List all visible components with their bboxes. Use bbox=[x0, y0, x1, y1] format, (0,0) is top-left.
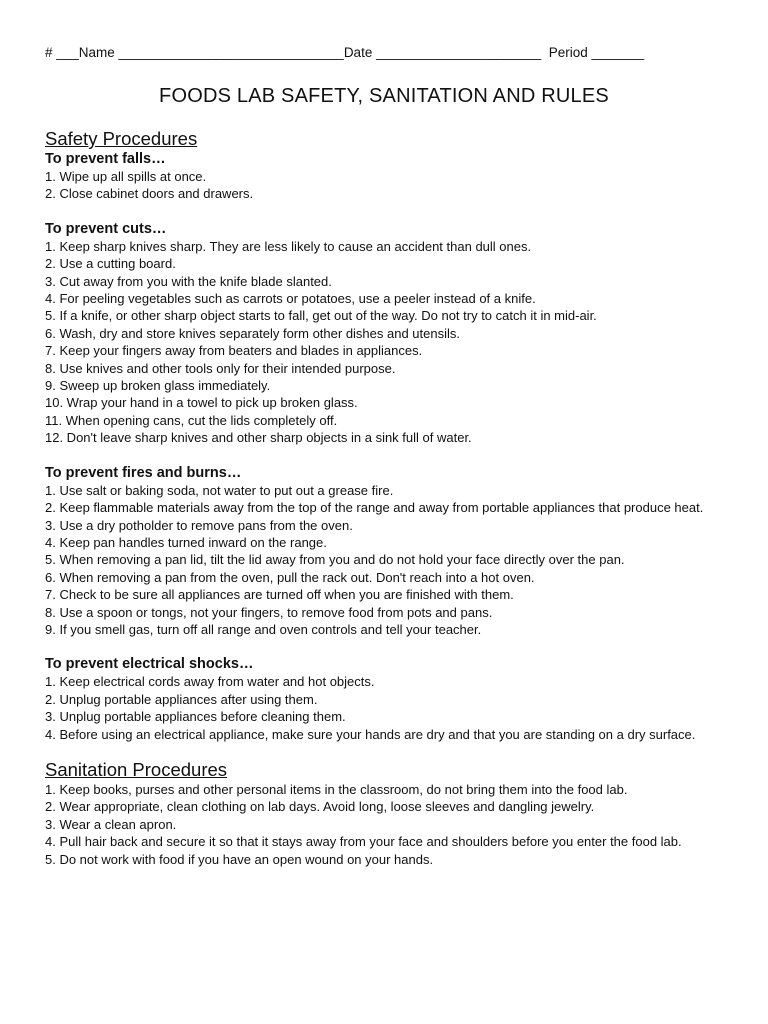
list-item: 2. Wear appropriate, clean clothing on lab days. Avoid long, loose sleeves and dangling jewelry. bbox=[45, 799, 595, 815]
list-item: 9. If you smell gas, turn off all range and oven controls and tell your teacher. bbox=[45, 621, 482, 637]
list-item: 3. Use a dry potholder to remove pans from the oven. bbox=[45, 517, 353, 533]
list-item: 2. Close cabinet doors and drawers. bbox=[45, 186, 254, 202]
document-title: FOODS LAB SAFETY, SANITATION AND RULES bbox=[159, 85, 609, 107]
date-field-label: Date ______________________ bbox=[343, 45, 542, 60]
list-item: 4. Keep pan handles turned inward on the range. bbox=[45, 534, 327, 550]
electrical-heading: To prevent electrical shocks… bbox=[45, 656, 254, 673]
list-item: 12. Don't leave sharp knives and other sharp objects in a sink full of water. bbox=[45, 430, 472, 446]
list-item: 6. When removing a pan from the oven, pull the rack out. Don't reach into a hot oven. bbox=[45, 569, 535, 585]
fires-heading: To prevent fires and burns… bbox=[45, 464, 242, 481]
list-item: 1. Use salt or baking soda, not water to put out a grease fire. bbox=[45, 482, 394, 498]
safety-falls-section bbox=[45, 150, 723, 203]
list-item: 5. Do not work with food if you have an open wound on your hands. bbox=[45, 851, 434, 867]
list-item: 1. Wipe up all spills at once. bbox=[45, 169, 207, 184]
list-item: 5. When removing a pan lid, tilt the lid away from you and do not hold your face directly over the pan. bbox=[45, 552, 625, 568]
list-item: 4. For peeling vegetables such as carrots or potatoes, use a peeler instead of a knife. bbox=[45, 291, 536, 307]
safety-procedures-heading: Safety Procedures bbox=[45, 128, 198, 149]
list-item: 3. Unplug portable appliances before cleaning them. bbox=[45, 709, 346, 725]
number-field-label: # ___ bbox=[45, 45, 79, 60]
list-item: 2. Use a cutting board. bbox=[45, 256, 176, 272]
period-field-label: Period _______ bbox=[548, 45, 645, 60]
list-item: 2. Keep flammable materials away from the top of the range and away from portable appliances that produce heat. bbox=[45, 500, 704, 516]
safety-cuts-section bbox=[45, 220, 723, 447]
list-item: 1. Keep books, purses and other personal items in the classroom, do not bring them into the food lab. bbox=[45, 781, 628, 797]
list-item: 11. When opening cans, cut the lids completely off. bbox=[45, 412, 338, 428]
list-item: 10. Wrap your hand in a towel to pick up broken glass. bbox=[45, 395, 358, 411]
safety-fires-section bbox=[45, 464, 723, 639]
list-item: 2. Unplug portable appliances after using them. bbox=[45, 691, 318, 707]
list-item: 3. Cut away from you with the knife blade slanted. bbox=[45, 273, 332, 289]
list-item: 7. Check to be sure all appliances are turned off when you are finished with them. bbox=[45, 587, 514, 603]
list-item: 7. Keep your fingers away from beaters and blades in appliances. bbox=[45, 343, 423, 359]
list-item: 6. Wash, dry and store knives separately form other dishes and utensils. bbox=[45, 325, 460, 341]
list-item: 4. Before using an electrical appliance, make sure your hands are dry and that you are standing on a dry surface. bbox=[45, 726, 696, 742]
sanitation-list bbox=[45, 781, 723, 868]
list-item: 8. Use knives and other tools only for their intended purpose. bbox=[45, 360, 396, 376]
list-item: 9. Sweep up broken glass immediately. bbox=[45, 378, 271, 394]
list-item: 8. Use a spoon or tongs, not your fingers, to remove food from pots and pans. bbox=[45, 604, 493, 620]
cuts-heading: To prevent cuts… bbox=[45, 220, 167, 237]
sanitation-procedures-heading: Sanitation Procedures bbox=[45, 758, 228, 780]
name-field-label: Name ______________________________ bbox=[78, 45, 344, 60]
student-info-line bbox=[45, 44, 723, 62]
safety-electrical-section bbox=[45, 655, 723, 743]
list-item: 1. Keep electrical cords away from water and hot objects. bbox=[45, 674, 375, 690]
falls-heading: To prevent falls… bbox=[45, 151, 166, 167]
list-item: 1. Keep sharp knives sharp. They are less likely to cause an accident than dull ones. bbox=[45, 238, 532, 254]
list-item: 4. Pull hair back and secure it so that it stays away from your face and shoulders before you enter the food lab. bbox=[45, 834, 682, 850]
list-item: 5. If a knife, or other sharp object starts to fall, get out of the way. Do not try to catch it in mid-air. bbox=[45, 308, 597, 324]
list-item: 3. Wear a clean apron. bbox=[45, 816, 177, 832]
